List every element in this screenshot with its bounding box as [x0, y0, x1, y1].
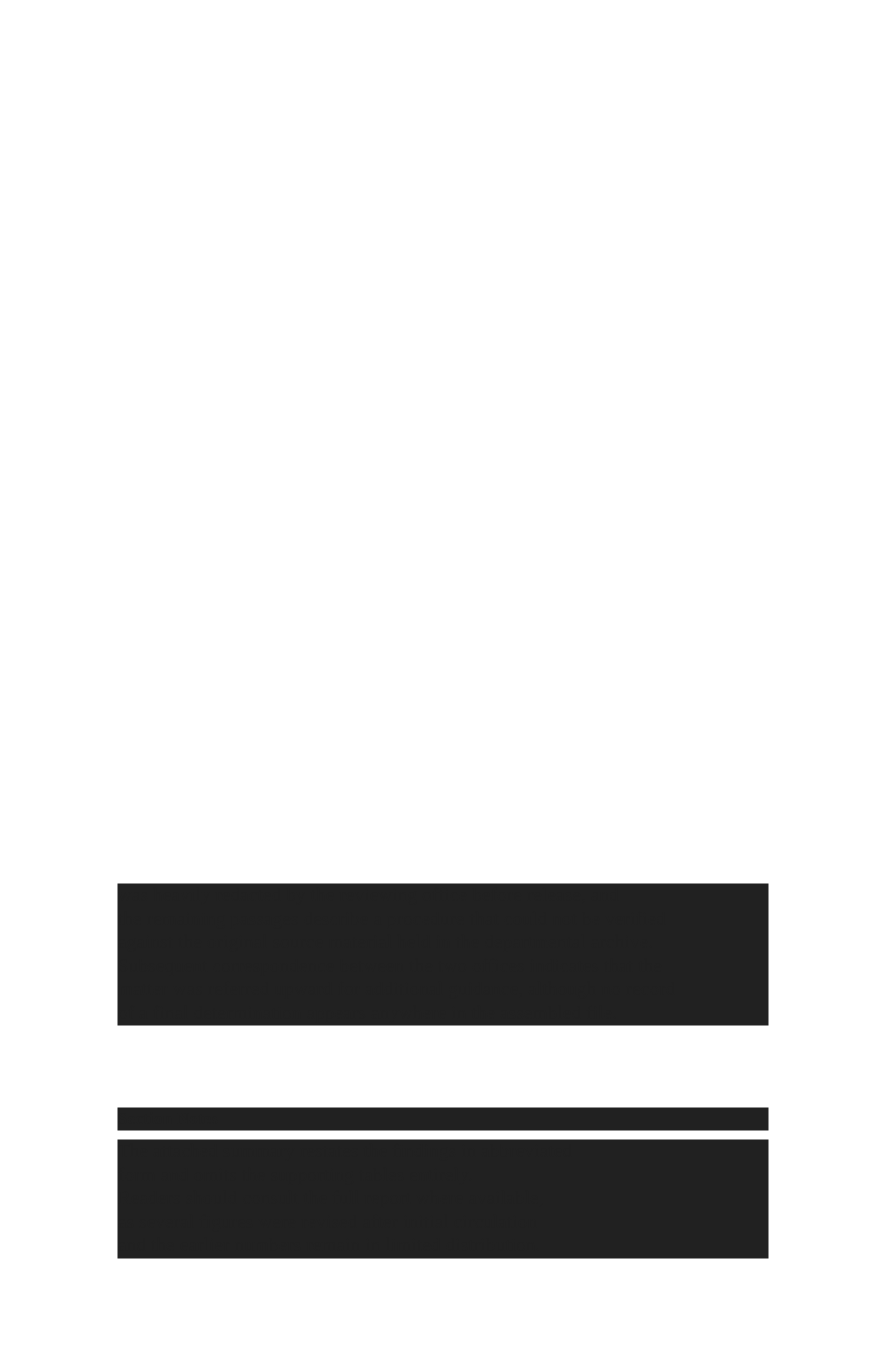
redacted-section [118, 1108, 768, 1258]
text-line: was heavily redacted by the reviewing office before release, and [118, 884, 768, 908]
text-line: and the earlier numbers remain in limited distribution. [118, 1234, 768, 1258]
redacted-paragraph-primary [118, 884, 768, 1025]
text-line: of a final determination appears anywhere in the assembled file. [118, 1002, 768, 1026]
text-line: matter was referred upward for additional guidance, although no record [118, 978, 768, 1002]
text-line: as several figures were revised after initial circulation [118, 1211, 768, 1235]
text-line: Subsequent correspondence between the two offices indicates that the [118, 955, 768, 979]
text-line: The attached summary restates the findings in abbreviated [118, 1140, 768, 1164]
text-line: the remaining passages describe a procedure that could not be verified [118, 908, 768, 932]
spacer [118, 1130, 768, 1140]
redacted-heading: Section Notes [118, 1108, 768, 1130]
text-line: form and omits the supporting tables entirely. [118, 1164, 768, 1188]
text-line: against the original source material held in the departmental archive. [118, 931, 768, 955]
text-line: Readers should consult the full report where available, [118, 1187, 768, 1211]
